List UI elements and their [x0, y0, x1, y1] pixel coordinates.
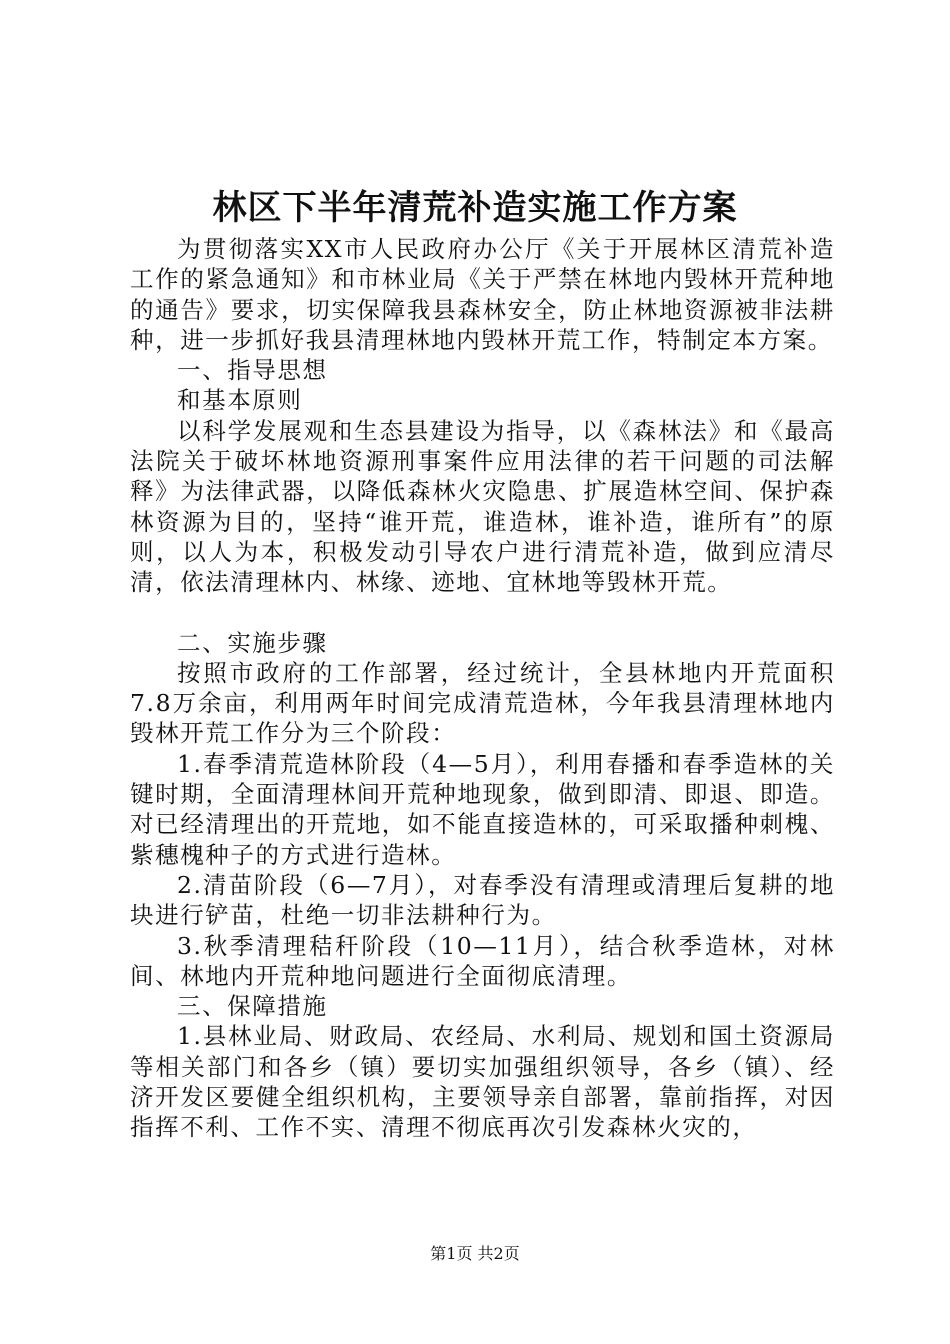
section-heading-implementation-steps: 二、实施步骤	[177, 628, 328, 657]
document-title: 林区下半年清荒补造实施工作方案	[212, 188, 738, 228]
paragraph-safeguard-1: 1.县林业局、财政局、农经局、水利局、规划和国土资源局等相关部门和各乡（镇）要切实加强组织领导，各乡（镇）、经济开发区要健全组织机构，主要领导亲自部署，靠前指挥，对因指挥不利、工作不实、清理不彻底再次引发森林火灾的，	[130, 1022, 835, 1142]
paragraph-steps-overview: 按照市政府的工作部署，经过统计，全县林地内开荒面积7.8万余亩，利用两年时间完成清荒造林，今年我县清理林地内毁林开荒工作分为三个阶段：	[130, 658, 835, 748]
paragraph-step-3: 3.秋季清理秸秆阶段（10—11月），结合秋季造林，对林间、林地内开荒种地问题进行全面彻底清理。	[130, 931, 835, 990]
section-heading-safeguards: 三、保障措施	[177, 992, 328, 1021]
document-body	[130, 234, 835, 1143]
page-number-footer: 第1页 共2页	[430, 1244, 520, 1263]
paragraph-principles: 以科学发展观和生态县建设为指导，以《森林法》和《最高法院关于破坏林地资源刑事案件应用法律的若干问题的司法解释》为法律武器，以降低森林火灾隐患、扩展造林空间、保护森林资源为目的，坚持“谁开荒，谁造林，谁补造，谁所有”的原则，以人为本，积极发动引导农户进行清荒补造，做到应清尽清，依法清理林内、林缘、迹地、宜林地等毁林开荒。	[130, 416, 835, 597]
section-heading-basic-principles: 和基本原则	[177, 386, 303, 415]
section-heading-guiding-thought: 一、指导思想	[177, 356, 328, 385]
paragraph-step-2: 2.清苗阶段（6—7月），对春季没有清理或清理后复耕的地块进行铲苗，杜绝一切非法耕种行为。	[130, 870, 835, 930]
paragraph-intro: 为贯彻落实XX市人民政府办公厅《关于开展林区清荒补造工作的紧急通知》和市林业局《关于严禁在林地内毁林开荒种地的通告》要求，切实保障我县森林安全，防止林地资源被非法耕种，进一步抓好我县清理林地内毁林开荒工作，特制定本方案。	[130, 235, 835, 354]
paragraph-step-1: 1.春季清荒造林阶段（4—5月），利用春播和春季造林的关键时期，全面清理林间开荒种地现象，做到即清、即退、即造。对已经清理出的开荒地，如不能直接造林的，可采取播种刺槐、紫穗槐种子的方式进行造林。	[130, 749, 835, 869]
